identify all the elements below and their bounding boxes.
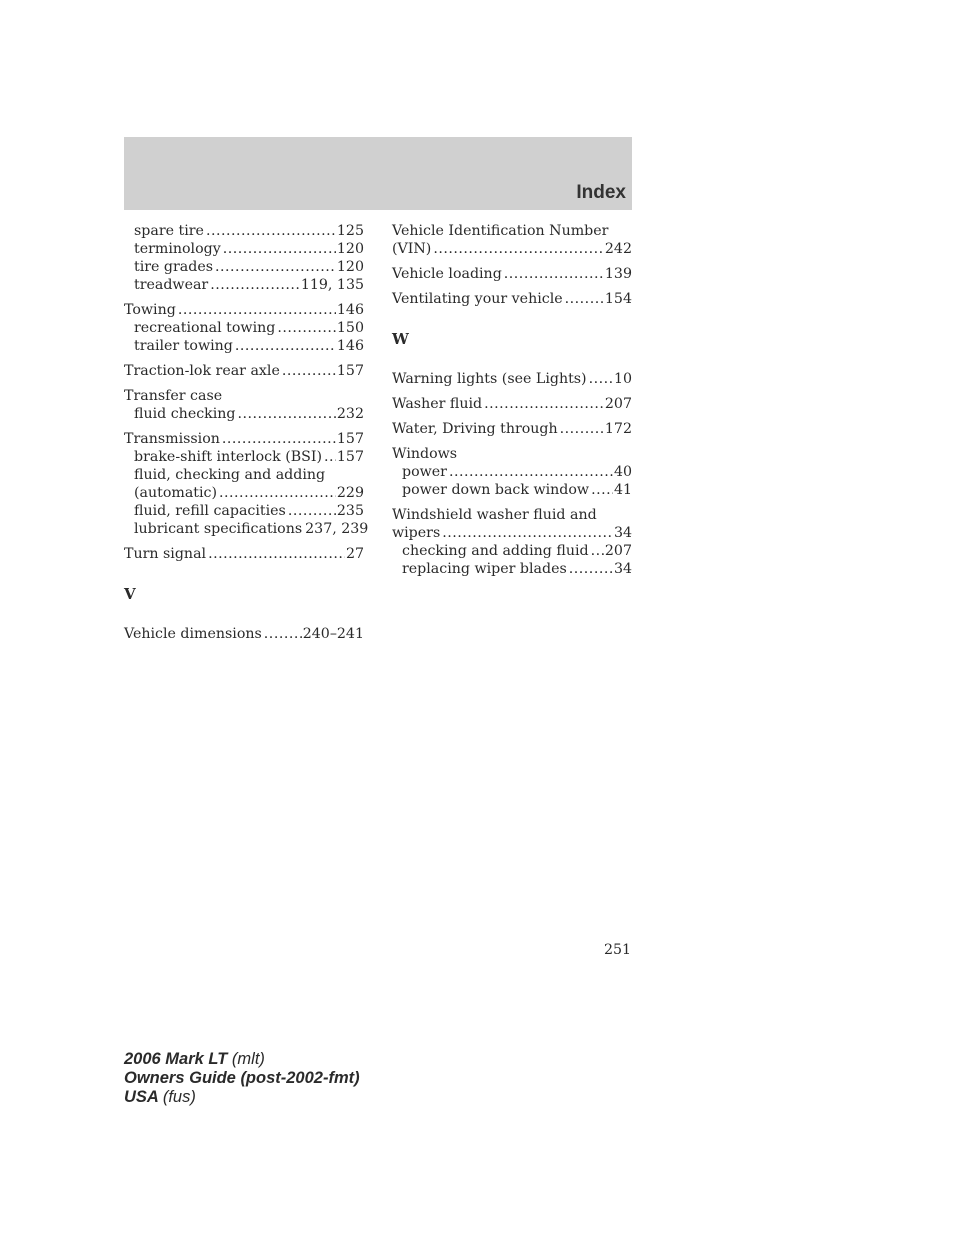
footer-line-3 [124,1088,360,1107]
entry-term: trailer towing [134,338,233,354]
dot-leader [238,405,336,423]
entry-term: Vehicle dimensions [124,626,262,642]
index-entry [392,290,632,308]
footer-model-code: (mlt) [231,1050,265,1068]
index-entry [124,319,364,337]
footer-market-code: (fus) [162,1088,196,1106]
dot-leader [282,362,336,380]
dot-leader [442,524,613,542]
entry-page: 150 [336,320,364,336]
index-entry [124,502,364,520]
index-entry [124,337,364,355]
entry-term: wipers [392,525,441,541]
entry-term: tire grades [134,259,214,275]
entry-page: 34 [613,561,632,577]
section-title: Index [576,182,626,203]
entry-page: 125 [336,223,364,239]
entry-page: 120 [336,241,364,257]
footer-market: USA [124,1088,159,1106]
entry-page: 242 [604,241,632,257]
entry-term: terminology [134,241,221,257]
dot-leader [222,430,336,448]
index-entry [124,448,364,466]
index-entry [124,276,364,294]
footer-line-1 [124,1050,360,1069]
entry-term: Towing [124,302,176,318]
entry-page: 240–241 [302,626,364,642]
entry-page: 237, 239 [305,521,369,537]
index-heading: Windows [392,446,458,462]
entry-term: Vehicle loading [392,266,502,282]
entry-term: Transmission [124,431,220,447]
index-column-right [392,222,632,578]
entry-page: 119, 135 [300,277,364,293]
entry-term: fluid checking [134,406,236,422]
entry-term: power [402,464,447,480]
dot-leader [484,395,604,413]
entry-page: 120 [336,259,364,275]
dot-leader [210,276,300,294]
section-letter-w: W [392,330,409,348]
entry-page: 27 [345,546,364,562]
entry-page: 207 [604,543,632,559]
dot-leader [277,319,336,337]
footer-model: 2006 Mark LT [124,1050,228,1068]
index-entry [124,362,364,380]
footer-line-2: Owners Guide (post-2002-fmt) [124,1069,360,1087]
index-entry [392,420,632,438]
dot-leader [219,484,336,502]
entry-term: replacing wiper blades [402,561,567,577]
index-entry [124,258,364,276]
dot-leader [565,290,604,308]
entry-page: 157 [336,431,364,447]
index-entry [392,265,632,283]
dot-leader [206,222,336,240]
dot-leader [504,265,604,283]
dot-leader [591,481,613,499]
entry-term: Turn signal [124,546,207,562]
index-entry [124,625,364,643]
entry-term: treadwear [134,277,209,293]
index-entry [124,520,369,538]
entry-term: Traction-lok rear axle [124,363,280,379]
entry-term: fluid, refill capacities [134,503,286,519]
index-entry [392,240,632,258]
entry-page: 235 [336,503,364,519]
index-entry [124,430,364,448]
entry-page: 41 [613,482,632,498]
entry-page: 154 [604,291,632,307]
dot-leader [288,502,336,520]
section-letter-v: V [124,585,136,603]
entry-page: 146 [336,302,364,318]
entry-term: Washer fluid [392,396,483,412]
entry-term: power down back window [402,482,590,498]
dot-leader [449,463,613,481]
dot-leader [215,258,336,276]
dot-leader [264,625,302,643]
page-number: 251 [604,942,632,958]
index-column-left [124,222,369,643]
entry-page: 172 [604,421,632,437]
dot-leader [223,240,336,258]
entry-term: brake-shift interlock (BSI) [134,449,323,465]
entry-term: (automatic) [134,485,218,501]
entry-page: 229 [336,485,364,501]
index-entry [124,301,364,319]
index-heading: Windshield washer fluid and [392,507,597,523]
dot-leader [591,542,604,560]
dot-leader [178,301,336,319]
entry-term: (VIN) [392,241,432,257]
index-entry [392,395,632,413]
index-heading: Transfer case [124,388,223,404]
entry-page: 10 [613,371,632,387]
dot-leader [235,337,336,355]
entry-term: recreational towing [134,320,276,336]
index-entry [124,545,364,563]
entry-page: 232 [336,406,364,422]
index-entry [392,370,632,388]
entry-page: 146 [336,338,364,354]
index-entry [392,542,632,560]
document-footer [124,1050,360,1107]
entry-page: 139 [604,266,632,282]
index-entry [124,240,364,258]
dot-leader [589,370,613,388]
index-heading: Vehicle Identification Number [392,223,609,239]
index-subheading: fluid, checking and adding [134,467,326,483]
dot-leader [208,545,345,563]
dot-leader [433,240,604,258]
entry-page: 34 [613,525,632,541]
entry-term: checking and adding fluid [402,543,589,559]
index-entry [124,484,364,502]
entry-page: 40 [613,464,632,480]
dot-leader [560,420,604,438]
entry-term: lubricant specifications [134,521,303,537]
header-band [124,137,632,210]
index-entry [124,405,364,423]
index-entry [392,560,632,578]
entry-page: 157 [336,449,364,465]
entry-term: Warning lights (see Lights) [392,371,587,387]
index-entry [124,222,364,240]
entry-page: 207 [604,396,632,412]
dot-leader [324,448,336,466]
index-entry [392,524,632,542]
dot-leader [569,560,613,578]
entry-term: spare tire [134,223,204,239]
entry-term: Ventilating your vehicle [392,291,563,307]
entry-term: Water, Driving through [392,421,558,437]
index-entry [392,463,632,481]
entry-page: 157 [336,363,364,379]
index-entry [392,481,632,499]
